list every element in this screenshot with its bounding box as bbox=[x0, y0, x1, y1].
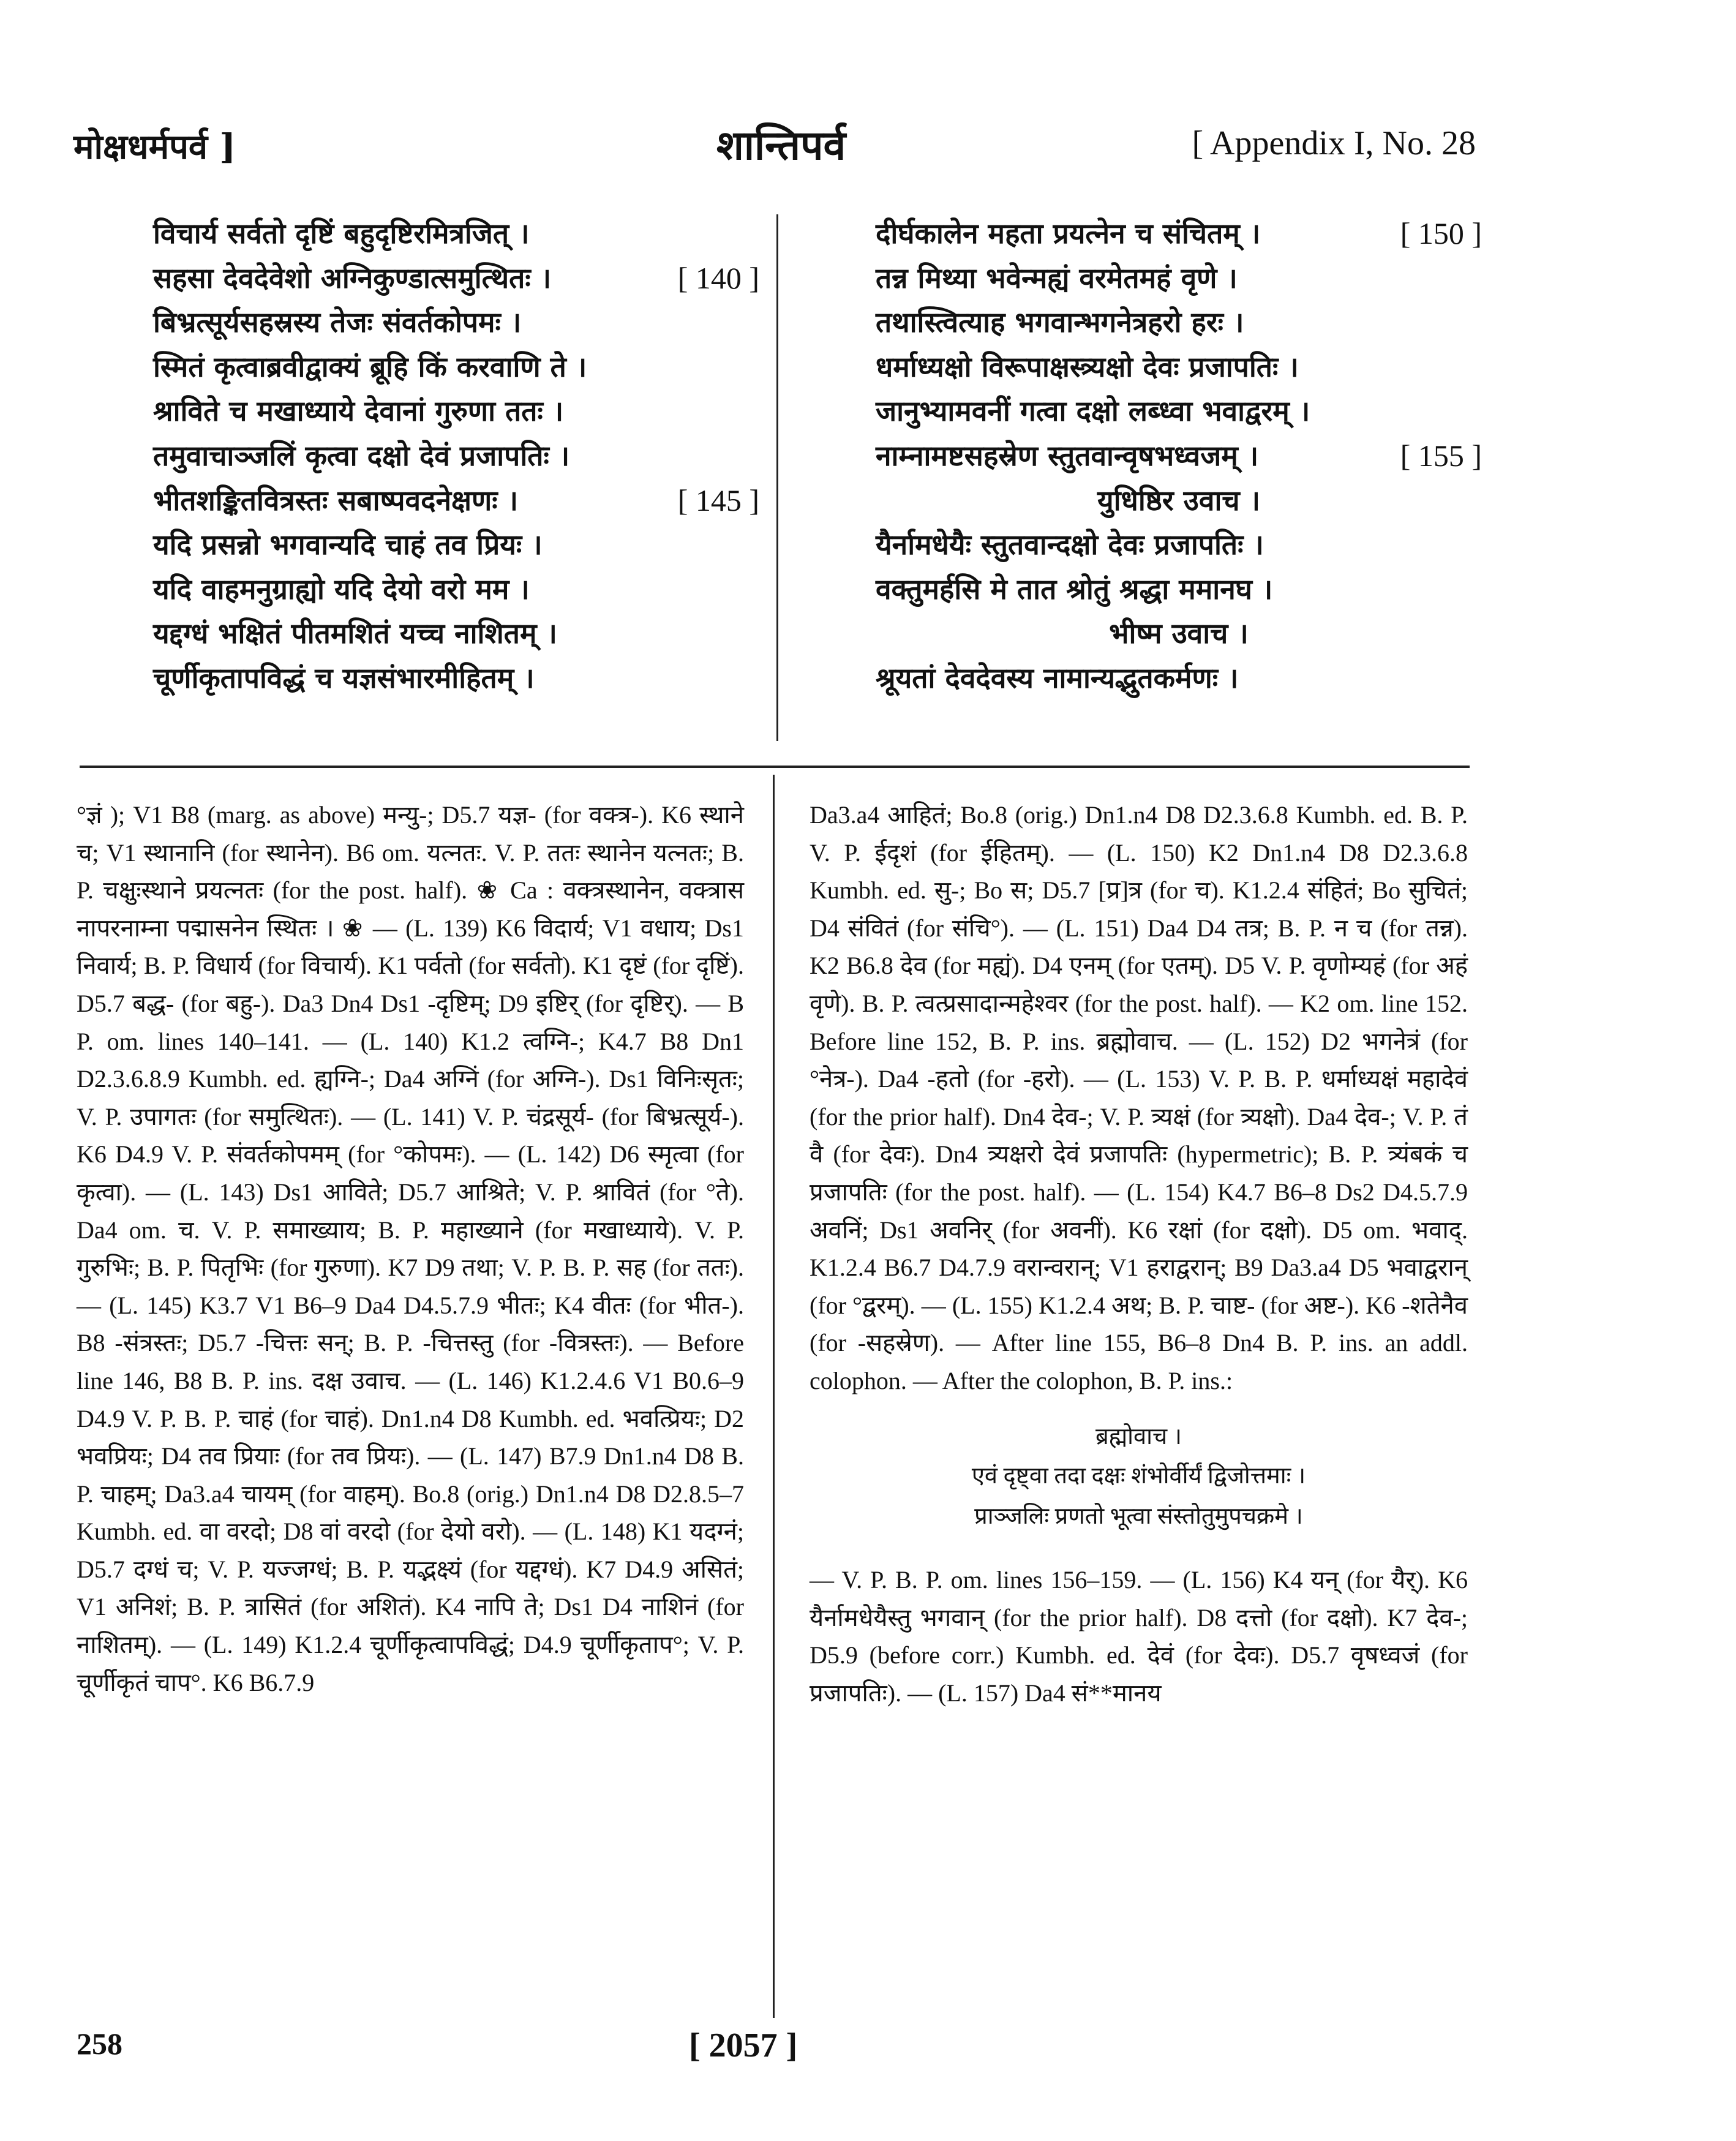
verse-line: विचार्य सर्वतो दृष्टिं बहुदृष्टिरमित्रजित् । bbox=[153, 217, 530, 250]
verse-number: [ 140 ] bbox=[677, 260, 759, 295]
verse-line: दीर्घकालेन महता प्रयत्नेन च संचितम् । [ 150 ] bbox=[876, 211, 1482, 256]
horizontal-rule bbox=[80, 766, 1470, 768]
verse-line: तमुवाचाञ्जलिं कृत्वा दक्षो देवं प्रजापतिः । bbox=[153, 438, 570, 472]
critical-apparatus-right bbox=[810, 796, 1468, 1712]
verse-number: [ 150 ] bbox=[1400, 216, 1482, 250]
inserted-verse: प्राञ्जलिः प्रणतो भूत्वा संस्तोतुमुपचक्रमे । bbox=[974, 1503, 1303, 1530]
verse-line: सहसा देवदेवेशो अग्निकुण्डात्समुत्थितः । [ 140 ] bbox=[153, 256, 759, 301]
page-number: 258 bbox=[77, 2026, 122, 2061]
verse-line: बिभ्रत्सूर्यसहस्रस्य तेजः संवर्तकोपमः । bbox=[153, 306, 522, 339]
critical-apparatus-left bbox=[77, 796, 744, 1701]
verse-line: वक्तुमर्हसि मे तात श्रोतुं श्रद्धा ममानघ । bbox=[876, 572, 1273, 606]
speaker-heading: भीष्म उवाच । bbox=[1109, 617, 1249, 650]
notes-paragraph: — V. P. B. P. om. lines 156–159. — (L. 156) K4 यन् (for यैर्). K6 यैर्नामधेयैस्तु भगवान् (for the prior half). D8 दत्तो (for दक्षो). K7 देव-; D5.9 (before corr.) Kumbh. ed. देवं (for देवः). D5.7 वृषध्वजं (for प्रजापतिः). — (L. 157) Da4 सं**मानय bbox=[810, 1566, 1468, 1707]
page-header bbox=[73, 110, 1476, 184]
column-divider-notes bbox=[773, 775, 775, 2018]
verse-line: नाम्नामष्टसहस्रेण स्तुतवान्वृषभध्वजम् । [ 155 ] bbox=[876, 434, 1482, 478]
verse-column-left bbox=[153, 211, 759, 701]
verse-line: जानुभ्यामवनीं गत्वा दक्षो लब्ध्वा भवाद्वरम् । bbox=[876, 394, 1310, 428]
verse-line: तथास्त्वित्याह भगवान्भगनेत्रहरो हरः । bbox=[876, 306, 1244, 339]
verse-line: भीतशङ्कितवित्रस्तः सबाष्पवदनेक्षणः । [ 145 ] bbox=[153, 478, 759, 523]
page-footer bbox=[77, 2020, 1479, 2069]
inserted-verse: एवं दृष्ट्वा तदा दक्षः शंभोर्वीर्यं द्विजोत्तमाः । bbox=[971, 1463, 1306, 1489]
verse-number: [ 145 ] bbox=[677, 483, 759, 517]
parva-title-center: शान्तिपर्व bbox=[716, 121, 846, 169]
column-divider-top bbox=[776, 214, 778, 741]
parva-title-left: मोक्षधर्मपर्व ] bbox=[73, 127, 236, 167]
verse-line: यैर्नामधेयैः स्तुतवान्दक्षो देवः प्रजापतिः । bbox=[876, 528, 1264, 562]
appendix-reference: [ Appendix I, No. 28 bbox=[1192, 124, 1476, 162]
speaker-heading: ब्रह्मोवाच । bbox=[1095, 1423, 1182, 1450]
verse-line: श्राविते च मखाध्याये देवानां गुरुणा ततः । bbox=[153, 394, 564, 428]
global-page-number: [ 2057 ] bbox=[689, 2026, 798, 2064]
verse-column-right bbox=[876, 211, 1482, 701]
verse-line: धर्माध्यक्षो विरूपाक्षस्त्र्यक्षो देवः प्रजापतिः । bbox=[876, 350, 1299, 383]
notes-paragraph: °ज्ञं ); V1 B8 (marg. as above) मन्यु-; D5.7 यज्ञ- (for वक्त्र-). K6 स्थाने च; V1 स्थानानि (for स्थानेन). B6 om. यत्नतः. V. P. ततः स्थानेन यत्नतः; B. P. चक्षुःस्थाने प्रयत्नतः (for the post. half). ❀ Ca : वक्त्रस्थानेन, वक्त्रास नापरनाम्ना पद्मासनेन स्थितः । ❀ — (L. 139) K6 विदार्य; V1 वधाय; Ds1 निवार्य; B. P. विधार्य (for विचार्य). K1 पर्वतो (for सर्वतो). K1 दृष्टं (for दृष्टिं). D5.7 बद्ध- (for बहु-). Da3 Dn4 Ds1 -दृष्टिम्; D9 इष्टिर् (for दृष्टिर्). — B P. om. lines 140–141. — (L. 140) K1.2 त्वग्नि-; K4.7 B8 Dn1 D2.3.6.8.9 Kumbh. ed. ह्यग्नि-; Da4 अग्निं (for अग्नि-). Ds1 विनिःसृतः; V. P. उपागतः (for समुत्थितः). — (L. 141) V. P. चंद्रसूर्य- (for बिभ्रत्सूर्य-). K6 D4.9 V. P. संवर्तकोपमम् (for °कोपमः). — (L. 142) D6 स्मृत्वा (for कृत्वा). — (L. 143) Ds1 आविते; D5.7 आश्रिते; V. P. श्रावितं (for °ते). Da4 om. च. V. P. समाख्याय; B. P. महाख्याने (for मखाध्याये). V. P. गुरुभिः; B. P. पितृभिः (for गुरुणा). K7 D9 तथा; V. P. B. P. सह (for ततः). — (L. 145) K3.7 V1 B6–9 Da4 D4.5.7.9 भीतः; K4 वीतः (for भीत-). B8 -संत्रस्तः; D5.7 -चित्तः सन्; B. P. -चित्तस्तु (for -वित्रस्तः). — Before line 146, B8 B. P. ins. दक्ष उवाच. — (L. 146) K1.2.4.6 V1 B0.6–9 D4.9 V. P. B. P. चाहं (for चाहं). Dn1.n4 D8 Kumbh. ed. भवत्प्रियः; D2 भवप्रियः; D4 तव प्रियाः (for तव प्रियः). — (L. 147) B7.9 Dn1.n4 D8 B. P. चाहम्; Da3.a4 चायम् (for वाहम्). Bo.8 (orig.) Dn1.n4 D8 D2.8.5–7 Kumbh. ed. वा वरदो; D8 वां वरदो (for देयो वरो). — (L. 148) K1 यदग्नं; D5.7 दग्धं च; V. P. यज्जग्धं; B. P. यद्भक्ष्यं (for यद्दग्धं). K7 D4.9 असितं; V1 अनिशं; B. P. त्रासितं (for अशितं). K4 नापि ते; Ds1 D4 नाशिनं (for नाशितम्). — (L. 149) K1.2.4 चूर्णीकृत्वापविद्धं; D4.9 चूर्णीकृताप°; V. P. चूर्णीकृतं चाप°. K6 B6.7.9 bbox=[77, 801, 744, 1696]
verse-line: स्मितं कृत्वाब्रवीद्वाक्यं ब्रूहि किं करवाणि ते । bbox=[153, 350, 587, 383]
verse-number: [ 155 ] bbox=[1400, 438, 1482, 473]
speaker-heading: युधिष्ठिर उवाच । bbox=[1097, 483, 1261, 517]
verse-line: चूर्णीकृतापविद्धं च यज्ञसंभारमीहितम् । bbox=[153, 661, 535, 694]
verse-line: यद्दग्धं भक्षितं पीतमशितं यच्च नाशितम् । bbox=[153, 617, 557, 650]
verse-line: श्रूयतां देवदेवस्य नामान्यद्भुतकर्मणः । bbox=[876, 661, 1239, 694]
verse-line: तन्न मिथ्या भवेन्मह्यं वरमेतमहं वृणे । bbox=[876, 261, 1238, 295]
notes-paragraph: Da3.a4 आहितं; Bo.8 (orig.) Dn1.n4 D8 D2.3.6.8 Kumbh. ed. B. P. V. P. ईदृशं (for ईहितम्). — (L. 150) K2 Dn1.n4 D8 D2.3.6.8 Kumbh. ed. सु-; Bo स; D5.7 [प्र]त्र (for च). K1.2.4 संहितं; Bo सुचितं; D4 संवितं (for संचि°). — (L. 151) Da4 D4 तत्र; B. P. न च (for तन्न). K2 B6.8 देव (for मह्यं). D4 एनम् (for एतम्). D5 V. P. वृणोम्यहं (for अहं वृणे). B. P. त्वत्प्रसादान्महेश्वर (for the post. half). — K2 om. line 152. Before line 152, B. P. ins. ब्रह्मोवाच. — (L. 152) D2 भगनेत्रं (for °नेत्र-). Da4 -हतो (for -हरो). — (L. 153) V. P. B. P. धर्माध्यक्षं महादेवं (for the prior half). Dn4 देव-; V. P. त्र्यक्षं (for त्र्यक्षो). Da4 देव-; V. P. तं वै (for देवः). Dn4 त्र्यक्षरो देवं प्रजापतिः (hypermetric); B. P. त्र्यंबकं च प्रजापतिः (for the post. half). — (L. 154) K4.7 B6–8 Ds2 D4.5.7.9 अवनिं; Ds1 अवनिर् (for अवनीं). K6 रक्षां (for दक्षो). D5 om. भवाद्. K1.2.4 B6.7 D4.7.9 वरान्वरान्; V1 हराद्वरान्; B9 Da3.a4 D5 भवाद्वरान् (for °द्वरम्). — (L. 155) K1.2.4 अथ; B. P. चाष्ट- (for अष्ट-). K6 -शतेनैव (for -सहस्रेण). — After line 155, B6–8 Dn4 B. P. ins. an addl. colophon. — After the colophon, B. P. ins.: bbox=[810, 801, 1468, 1394]
verse-line: यदि वाहमनुग्राह्यो यदि देयो वरो मम । bbox=[153, 572, 530, 606]
verse-line: यदि प्रसन्नो भगवान्यदि चाहं तव प्रियः । bbox=[153, 528, 543, 562]
